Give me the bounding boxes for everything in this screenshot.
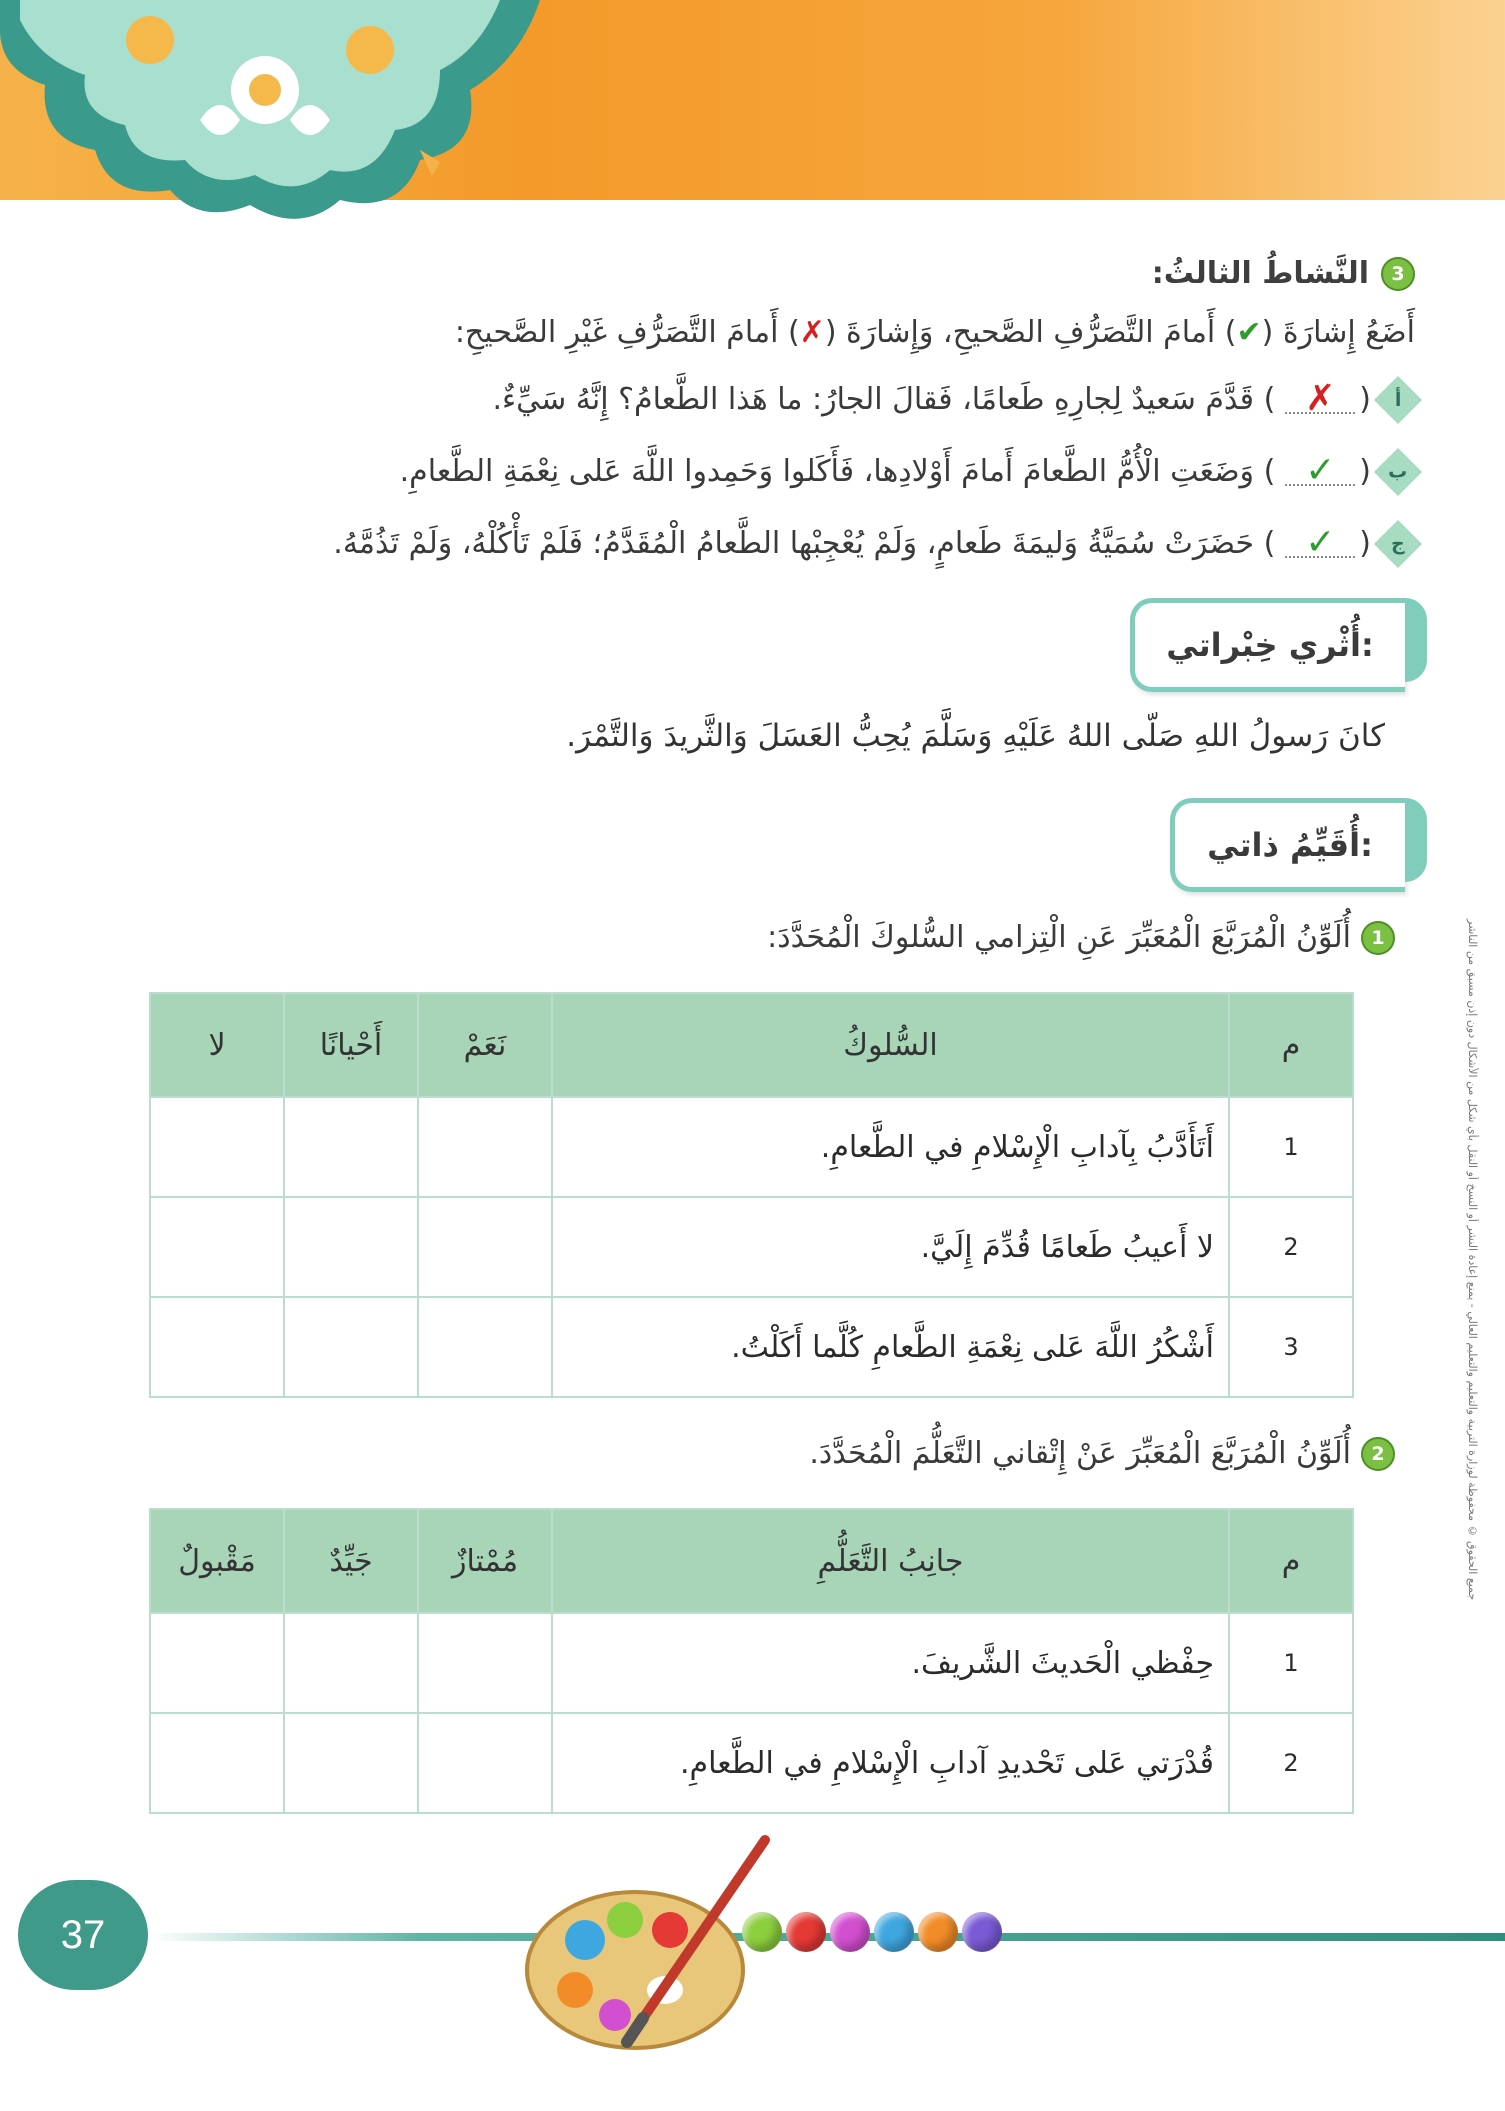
item-text: ) وَضَعَتِ الْأُمُّ الطَّعامَ أَمامَ أَوْلادِها، فَأَكَلوا وَحَمِدوا اللَّهَ عَلى نِعْمَةِ الطَّعامِ. bbox=[399, 454, 1276, 489]
check-icon: ✓ bbox=[1305, 522, 1336, 563]
excellent-cell[interactable] bbox=[418, 1613, 552, 1713]
header-yes: نَعَمْ bbox=[418, 993, 552, 1097]
ball-magenta bbox=[830, 1912, 870, 1952]
header-excellent: مُمْتازٌ bbox=[418, 1509, 552, 1613]
table-row bbox=[150, 1197, 1353, 1297]
no-cell[interactable] bbox=[150, 1297, 284, 1397]
row-text: أَشْكُرُ اللَّهَ عَلى نِعْمَةِ الطَّعامِ كُلَّما أَكَلْتُ. bbox=[552, 1297, 1229, 1397]
row-text: قُدْرَتي عَلى تَحْديدِ آدابِ الْإِسْلامِ في الطَّعامِ. bbox=[552, 1713, 1229, 1813]
letter-diamond bbox=[1374, 519, 1422, 567]
page-number: 37 bbox=[60, 1912, 106, 1957]
letter-diamond bbox=[1374, 447, 1422, 495]
table-row bbox=[150, 1097, 1353, 1197]
acceptable-cell[interactable] bbox=[150, 1713, 284, 1813]
enrich-text: كانَ رَسولُ اللهِ صَلّى اللهُ عَلَيْهِ وَسَلَّمَ يُحِبُّ العَسَلَ وَالثَّريدَ وَالتَّمْرَ. bbox=[566, 718, 1385, 754]
answer-box[interactable] bbox=[1285, 522, 1371, 563]
table-header-row bbox=[150, 1509, 1353, 1613]
question-number-badge: 1 bbox=[1361, 921, 1395, 955]
good-cell[interactable] bbox=[284, 1613, 418, 1713]
no-cell[interactable] bbox=[150, 1197, 284, 1297]
activity-item-a bbox=[492, 378, 1415, 419]
instruction-part-a: أَضَعُ إِشارَةَ ( bbox=[1261, 315, 1415, 350]
question-2-title bbox=[809, 1436, 1395, 1471]
open-paren: ( bbox=[1359, 382, 1371, 417]
ball-blue bbox=[874, 1912, 914, 1952]
ball-purple bbox=[962, 1912, 1002, 1952]
islamic-ornament bbox=[0, 0, 560, 230]
question-text: أُلَوِّنُ الْمُرَبَّعَ الْمُعَبِّرَ عَنِ الْتِزامي السُّلوكَ الْمُحَدَّدَ: bbox=[767, 920, 1351, 955]
row-index: 1 bbox=[1229, 1613, 1353, 1713]
row-index: 2 bbox=[1229, 1197, 1353, 1297]
no-cell[interactable] bbox=[150, 1097, 284, 1197]
x-mark-icon: ✗ bbox=[1305, 378, 1336, 419]
ball-green bbox=[742, 1912, 782, 1952]
x-mark-icon: ✗ bbox=[799, 315, 825, 350]
header-behavior: السُّلوكُ bbox=[552, 993, 1229, 1097]
header-index: م bbox=[1229, 993, 1353, 1097]
row-text: لا أَعيبُ طَعامًا قُدِّمَ إِلَيَّ. bbox=[552, 1197, 1229, 1297]
open-paren: ( bbox=[1359, 454, 1371, 489]
yes-cell[interactable] bbox=[418, 1097, 552, 1197]
activity-item-c bbox=[333, 522, 1415, 563]
row-index: 3 bbox=[1229, 1297, 1353, 1397]
activity-title-text: النَّشاطُ الثالثُ: bbox=[1151, 256, 1369, 291]
sometimes-cell[interactable] bbox=[284, 1297, 418, 1397]
item-letter: ب bbox=[1388, 460, 1408, 483]
answer-box[interactable] bbox=[1285, 378, 1371, 419]
instruction-part-c: ) أَمامَ التَّصَرُّفِ غَيْرِ الصَّحيحِ: bbox=[454, 315, 800, 350]
color-balls bbox=[742, 1912, 1002, 1952]
page-number-badge bbox=[18, 1880, 148, 1990]
good-cell[interactable] bbox=[284, 1713, 418, 1813]
acceptable-cell[interactable] bbox=[150, 1613, 284, 1713]
row-text: حِفْظي الْحَديثَ الشَّريفَ. bbox=[552, 1613, 1229, 1713]
row-text: أَتَأَدَّبُ بِآدابِ الْإِسْلامِ في الطَّعامِ. bbox=[552, 1097, 1229, 1197]
sometimes-cell[interactable] bbox=[284, 1097, 418, 1197]
table-row bbox=[150, 1613, 1353, 1713]
enrich-label: أُثْري خِبْراتي: bbox=[1130, 598, 1405, 692]
item-text: ) قَدَّمَ سَعيدٌ لِجارِهِ طَعامًا، فَقالَ الجارُ: ما هَذا الطَّعامُ؟ إِنَّهُ سَيِّءٌ. bbox=[492, 382, 1276, 417]
instruction-part-b: ) أَمامَ التَّصَرُّفِ الصَّحيحِ، وَإِشارَةَ ( bbox=[824, 315, 1237, 350]
question-number-badge: 2 bbox=[1361, 1437, 1395, 1471]
sometimes-cell[interactable] bbox=[284, 1197, 418, 1297]
header-sometimes: أَحْيانًا bbox=[284, 993, 418, 1097]
header-acceptable: مَقْبولٌ bbox=[150, 1509, 284, 1613]
excellent-cell[interactable] bbox=[418, 1713, 552, 1813]
behavior-table bbox=[149, 992, 1354, 1398]
row-index: 2 bbox=[1229, 1713, 1353, 1813]
letter-diamond bbox=[1374, 375, 1422, 423]
activity-item-b bbox=[399, 450, 1415, 491]
activity-number-badge: 3 bbox=[1381, 257, 1415, 291]
table-row bbox=[150, 1713, 1353, 1813]
question-1-title bbox=[767, 920, 1395, 955]
yes-cell[interactable] bbox=[418, 1197, 552, 1297]
ball-red bbox=[786, 1912, 826, 1952]
open-paren: ( bbox=[1359, 526, 1371, 561]
check-icon: ✓ bbox=[1305, 450, 1336, 491]
copyright-side-note: جميع الحقوق © محفوظة لوزارة التربية والتعليم والتعليم العالي - يمنع إعادة النشر أو النسخ أو النقل بأي شكل من الأشكال دون إذن مسبق من الناشر bbox=[1466, 918, 1479, 1600]
header-no: لا bbox=[150, 993, 284, 1097]
activity-title bbox=[1152, 256, 1415, 291]
row-index: 1 bbox=[1229, 1097, 1353, 1197]
header-good: جَيِّدٌ bbox=[284, 1509, 418, 1613]
yes-cell[interactable] bbox=[418, 1297, 552, 1397]
item-letter: أ bbox=[1394, 388, 1402, 411]
header-index: م bbox=[1229, 1509, 1353, 1613]
item-letter: ج bbox=[1391, 532, 1405, 555]
header-learning-aspect: جانِبُ التَّعَلُّمِ bbox=[552, 1509, 1229, 1613]
table-row bbox=[150, 1297, 1353, 1397]
item-text: ) حَضَرَتْ سُمَيَّةُ وَليمَةَ طَعامٍ، وَلَمْ يُعْجِبْها الطَّعامُ الْمُقَدَّمُ؛ فَلَمْ تَأْكُلْهُ، وَلَمْ تَذُمَّهُ. bbox=[333, 526, 1276, 561]
table-header-row bbox=[150, 993, 1353, 1097]
question-text: أُلَوِّنُ الْمُرَبَّعَ الْمُعَبِّرَ عَنْ إِتْقاني التَّعَلُّمَ الْمُحَدَّدَ. bbox=[809, 1436, 1351, 1471]
ball-orange bbox=[918, 1912, 958, 1952]
answer-box[interactable] bbox=[1285, 450, 1371, 491]
check-icon: ✔ bbox=[1236, 315, 1262, 350]
learning-table bbox=[149, 1508, 1354, 1814]
self-eval-label: أُقَيِّمُ ذاتي: bbox=[1170, 798, 1405, 892]
activity-instruction bbox=[455, 315, 1415, 350]
